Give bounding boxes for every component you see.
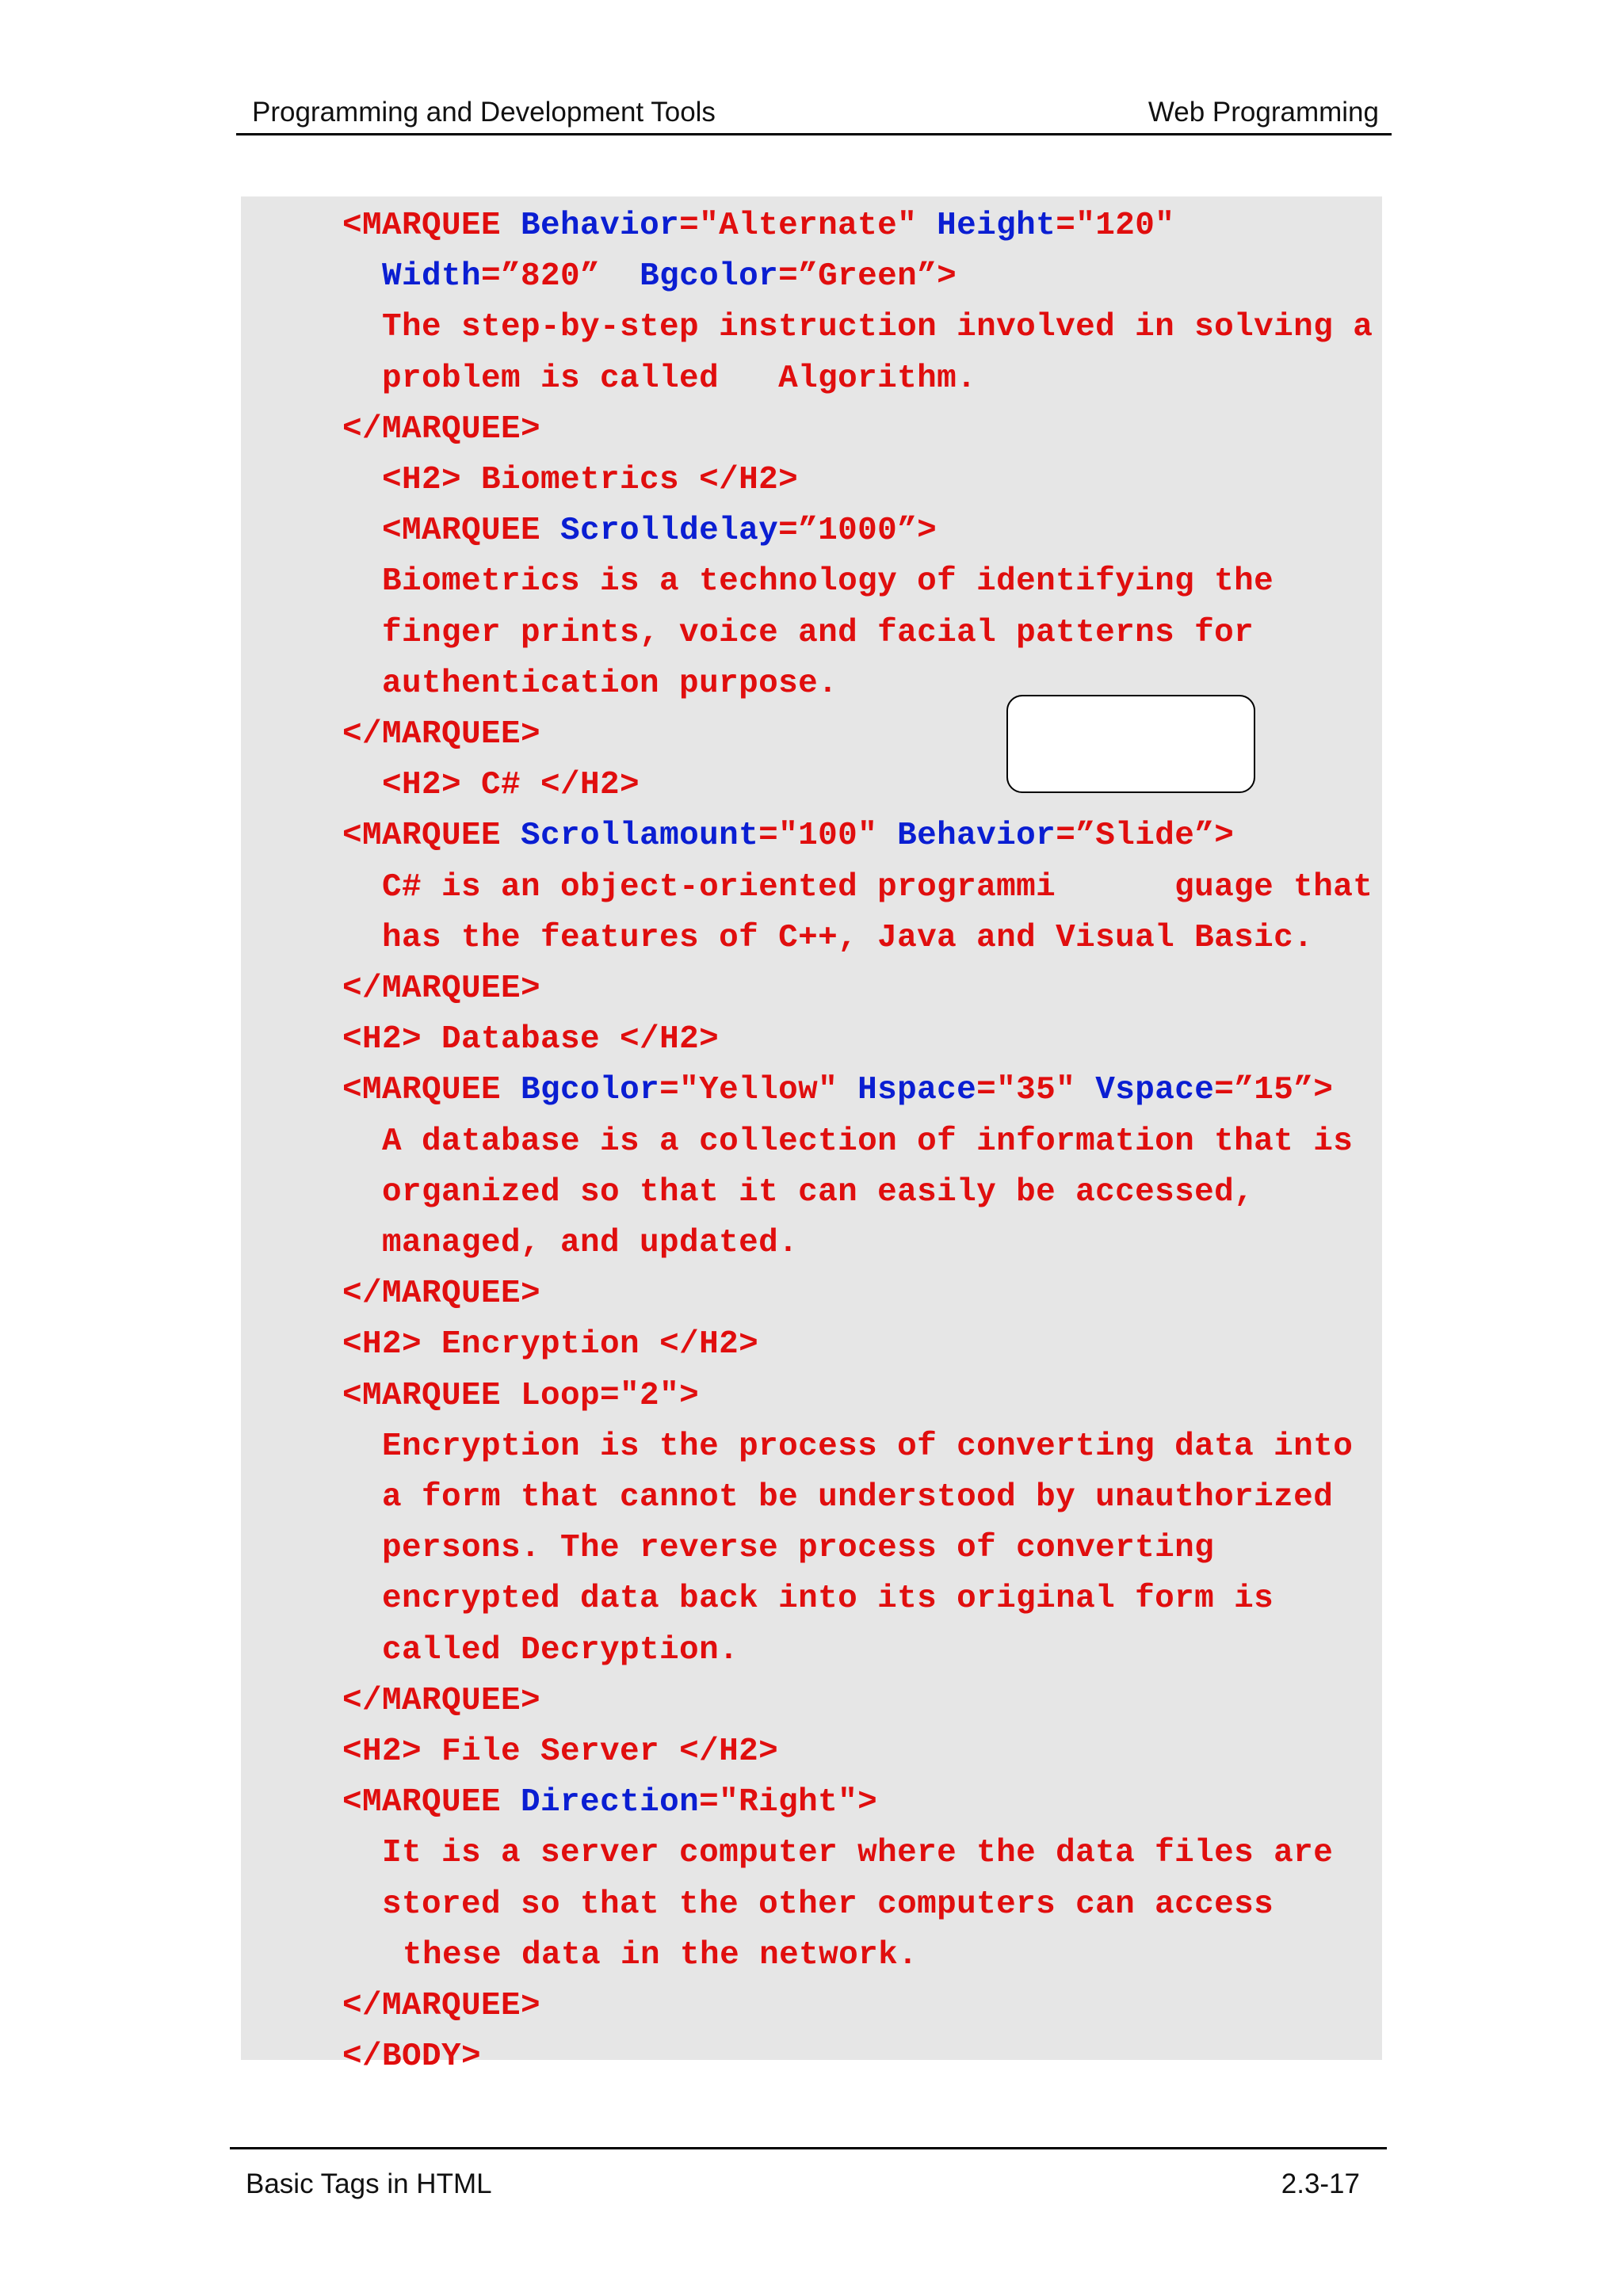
code-text: =”1000”> [778,513,938,550]
code-line [403,1930,918,1981]
code-attribute: Bgcolor [640,258,779,296]
code-line [342,1319,758,1370]
code-attribute: Width [382,258,482,296]
code-attribute: Direction [521,1784,700,1821]
code-text: Encryption is the process of converting data into [382,1428,1354,1465]
code-text: <H2> C# </H2> [382,767,640,804]
code-text: </MARQUEE> [342,1682,541,1719]
code-text: <H2> Encryption </H2> [342,1326,759,1363]
code-line [382,862,1373,913]
code-attribute: Behavior [521,208,680,244]
header-left-title: Programming and Development Tools [252,97,716,128]
code-text: </MARQUEE> [342,410,541,448]
code-text: =”820” [481,258,640,296]
code-text: <MARQUEE Loop="2"> [342,1377,700,1414]
code-line [382,1421,1353,1472]
code-line [342,1065,1333,1116]
code-line [342,1777,877,1828]
code-text: has the features of C++, Java and Visual Basic. [382,919,1314,956]
page-number: 2.3-17 [1281,2168,1360,2199]
code-attribute: Behavior [897,818,1056,855]
code-text: <H2> Biometrics </H2> [382,462,799,498]
code-text: </MARQUEE> [342,716,541,753]
code-text: a form that cannot be understood by unauthorized [382,1479,1334,1516]
code-text: ="Yellow" [659,1072,858,1109]
code-attribute: Scrolldelay [560,513,779,550]
code-text: authentication purpose. [382,665,838,702]
code-attribute: Hspace [857,1072,977,1109]
code-text: finger prints, voice and facial patterns for [382,614,1254,651]
code-line [342,1268,540,1319]
code-listing [241,196,1382,2076]
code-text: <MARQUEE [342,1784,521,1821]
code-text: ="Right"> [699,1784,878,1821]
code-line [382,608,1254,658]
code-line [382,658,838,709]
code-line [342,709,540,760]
code-text: It is a server computer where the data files are [382,1835,1334,1872]
code-line [382,913,1313,963]
code-line [342,404,540,455]
code-text: =”Slide”> [1056,818,1235,855]
code-text: called Decryption. [382,1631,739,1669]
page-footer [230,2147,1387,2213]
footer-left-title: Basic Tags in HTML [246,2168,492,2199]
code-text: <H2> File Server </H2> [342,1733,779,1770]
code-text: problem is called Algorithm. [382,360,977,397]
code-text: these data in the network. [403,1936,918,1974]
code-line [342,810,1234,861]
code-text: </MARQUEE> [342,1988,541,2024]
code-attribute: Height [937,208,1056,244]
code-attribute: Bgcolor [521,1072,660,1109]
code-line [382,1828,1333,1878]
code-line [342,200,1174,251]
code-text: encrypted data back into its original form is [382,1581,1274,1618]
code-text: <MARQUEE [382,513,561,550]
code-line [382,302,1373,353]
code-text: <MARQUEE [342,1072,521,1109]
header-right-title: Web Programming [1148,97,1379,128]
code-attribute: Vspace [1095,1072,1215,1109]
code-line [382,1472,1333,1523]
code-line [382,1218,798,1268]
code-text: ="120" [1056,208,1175,244]
code-line [382,353,976,404]
code-text: managed, and updated. [382,1225,799,1261]
code-line [342,2031,481,2082]
code-text: =”15”> [1214,1072,1334,1109]
code-text: <MARQUEE [342,818,521,855]
code-text: Biometrics is a technology of identifying the [382,563,1274,601]
code-text: stored so that the other computers can access [382,1886,1274,1923]
code-line [382,760,640,810]
code-text: ="35" [976,1072,1096,1109]
code-text: C# is an object-oriented programmi guage that [382,868,1373,906]
code-text: persons. The reverse process of converting [382,1530,1215,1567]
code-text: </BODY> [342,2039,482,2076]
code-text: </MARQUEE> [342,971,541,1007]
code-line [382,505,937,556]
code-line [382,1523,1214,1573]
code-text: <MARQUEE [342,208,521,244]
code-line [382,556,1274,607]
code-text: organized so that it can easily be accessed, [382,1173,1254,1211]
code-text: =”Green”> [778,258,957,296]
code-text: The step-by-step instruction involved in solving a [382,309,1373,346]
blank-callout-box [1006,695,1255,793]
code-line [382,1167,1254,1218]
code-text: ="100" [758,818,898,855]
code-line [382,251,957,302]
code-text: ="Alternate" [679,208,938,244]
code-line [342,1981,540,2031]
page-header [236,93,1392,135]
code-line [382,455,798,505]
code-line [382,1116,1353,1167]
code-line [342,1726,778,1777]
code-attribute: Scrollamount [521,818,759,855]
code-line [382,1573,1274,1624]
code-line [342,1676,540,1726]
code-text: </MARQUEE> [342,1276,541,1313]
code-text: A database is a collection of information that is [382,1123,1354,1160]
code-line [342,1014,719,1065]
code-line [342,963,540,1014]
code-line [382,1625,739,1676]
code-line [382,1879,1274,1930]
code-text: <H2> Database </H2> [342,1021,720,1058]
code-line [342,1371,699,1421]
